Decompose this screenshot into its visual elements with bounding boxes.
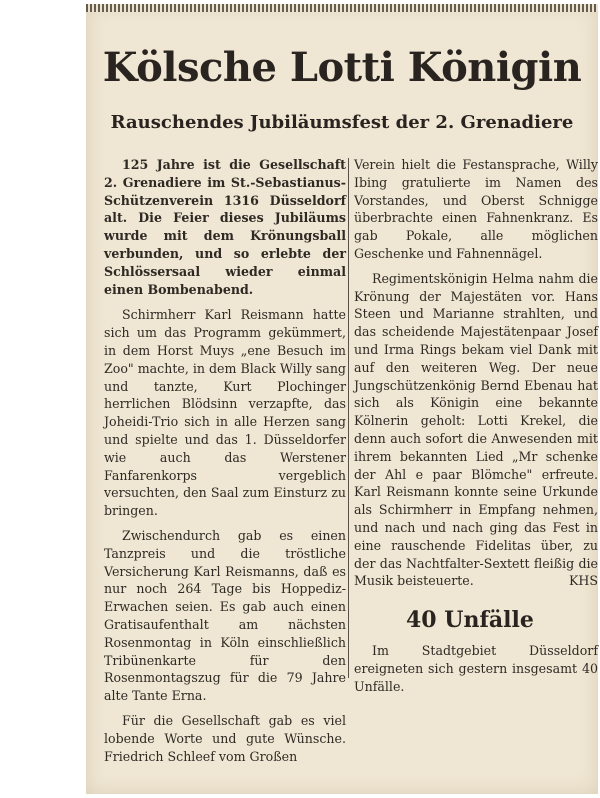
brief-headline: 40 Unfälle xyxy=(406,607,534,634)
column-left xyxy=(104,156,346,765)
article-paragraph: Verein hielt die Festansprache, Willy Ibing gratulierte im Namen des Vorstandes, und Oberst Schnigge überbrachte einen Fahnenkranz. Es gab Pokale, alle möglichen Geschenke und Fahnennägel. xyxy=(354,157,598,261)
article-paragraph: Schirmherr Karl Reismann hatte sich um das Programm gekümmert, in dem Horst Muys „ene Besuch im Zoo" machte, in dem Black Willy sang und tanzte, Kurt Plochinger herrlichen Blödsinn verzapfte, das Joheidi-Trio sich in alle Herzen sang und spielte und das 1. Düsseldorfer wie auch das Werstener Fanfarenkorps vergeblich versuchten, den Saal zum Einsturz zu bringen. xyxy=(104,307,346,519)
article-paragraph: Zwischendurch gab es einen Tanzpreis und die tröstliche Versicherung Karl Reismanns, daß es nur noch 264 Tage bis Hoppediz-Erwachen seien. Es gab auch einen Gratisaufenthalt am nächsten Rosenmontag in Köln einschließlich Tribünenkarte für den Rosenmontagszug für die 79 Jahre alte Tante Erna. xyxy=(104,527,346,704)
article-paragraph: Für die Gesellschaft gab es viel lobende Worte und gute Wünsche. Friedrich Schleef vom Großen xyxy=(104,712,346,764)
torn-edge xyxy=(86,4,598,12)
column-right xyxy=(354,156,598,695)
newspaper-clipping xyxy=(86,4,598,794)
author-signature: KHS xyxy=(568,573,598,589)
article-headline: Kölsche Lotti Königin xyxy=(102,44,582,91)
article-paragraph xyxy=(354,270,598,590)
article-subheadline: Rauschendes Jubiläumsfest der 2. Grenadiere xyxy=(110,112,574,133)
article-paragraph-text: Regimentskönigin Helma nahm die Krönung der Majestäten vor. Hans Steen und Marianne strahlten, und das scheidende Majestätenpaar Josef und Irma Rings bekam viel Dank mit auf den weiteren Weg. Der neue Jungschützenkönig Bernd Ebenau hat sich als Königin eine bekannte Kölnerin geholt: Lotti Krekel, die denn auch sofort die Anwesenden mit ihrem bekannten Lied „Mr schenke der Ahl e paar Blömche" erfreute. Karl Reismann konnte seine Urkunde als Schirmherr in Empfang nehmen, und nach und nach ging das Fest in eine rauschende Fidelitas über, zu der das Nachtfalter-Sextett fleißig die Musik beisteuerte. xyxy=(354,270,598,589)
brief-text: Im Stadtgebiet Düsseldorf ereigneten sich gestern insgesamt 40 Unfälle. xyxy=(354,642,598,694)
article-lead: 125 Jahre ist die Gesellschaft 2. Grenadiere im St.-Sebastianus-Schützenverein 1316 Düsseldorf alt. Die Feier dieses Jubiläums wurde mit dem Krönungsball verbunden, und so erlebte der Schlössersaal wieder einmal einen Bombenabend. xyxy=(104,157,346,297)
column-divider xyxy=(348,158,349,678)
